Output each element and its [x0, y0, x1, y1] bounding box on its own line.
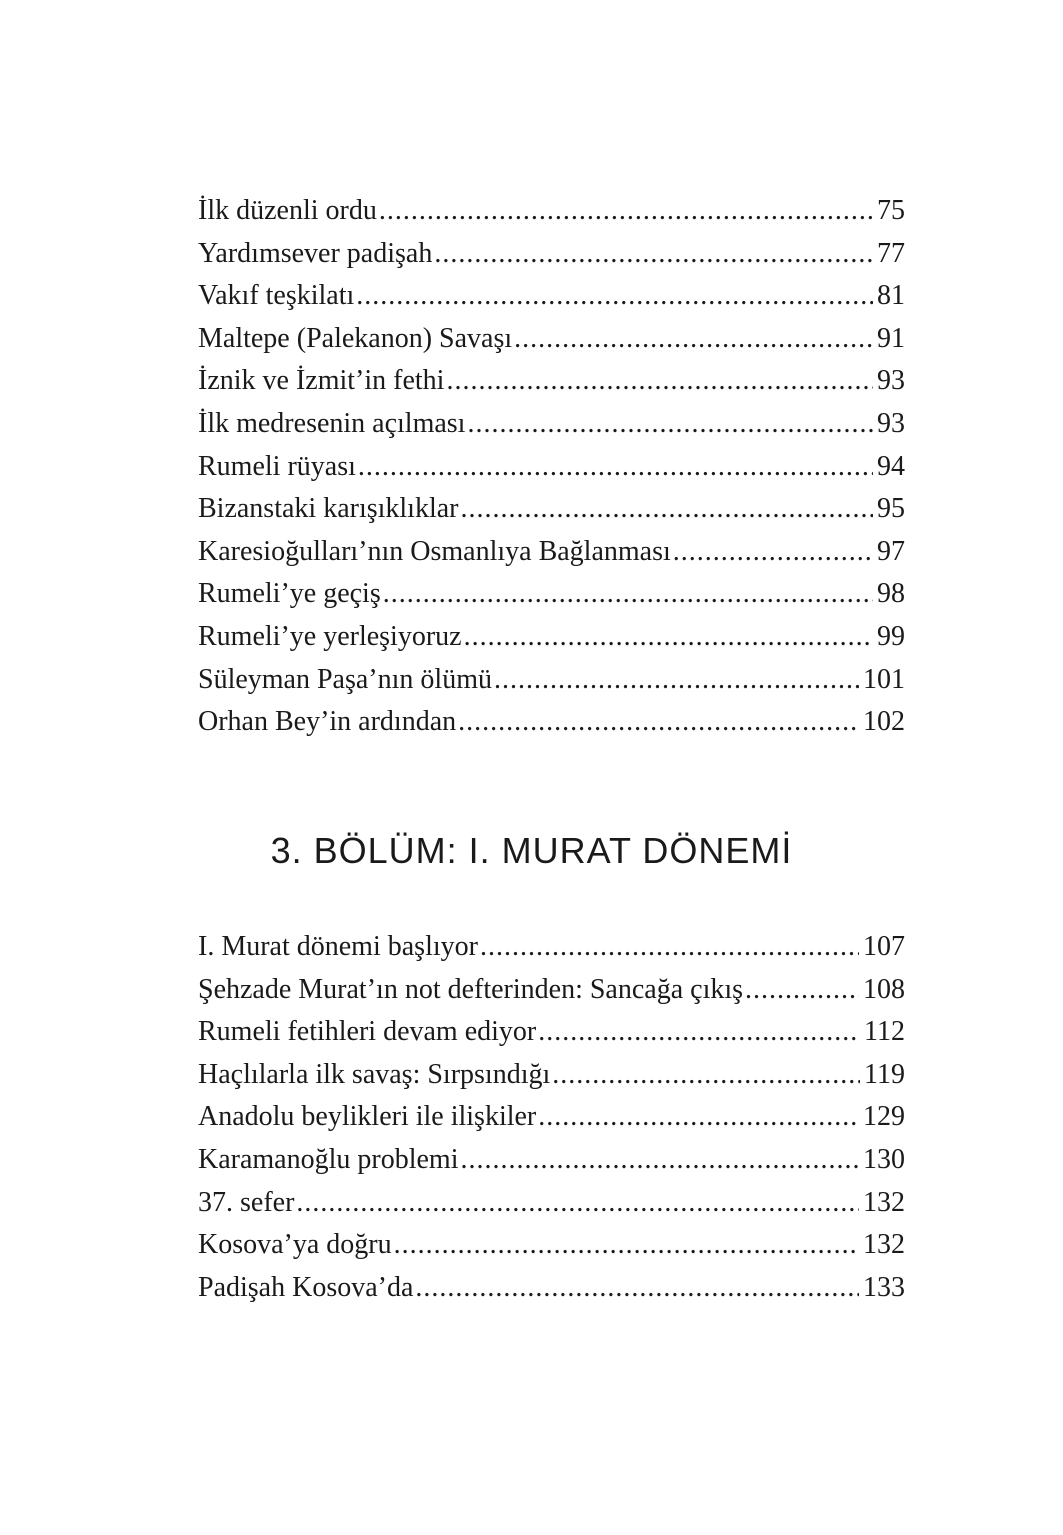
toc-entry	[198, 1011, 905, 1054]
toc-entry-page: 98	[877, 578, 905, 610]
toc-leader-dots	[356, 275, 873, 318]
toc-entry-title: Rumeli fetihleri devam ediyor	[198, 1016, 537, 1048]
toc-leader-dots	[358, 446, 873, 489]
toc-entry-title: İznik ve İzmit’in fethi	[198, 365, 445, 397]
toc-entry-page: 94	[877, 450, 905, 482]
toc-entry-title: 37. sefer	[198, 1186, 295, 1218]
toc-entry	[198, 1182, 905, 1225]
toc-entry-title: Karesioğulları’nın Osmanlıya Bağlanması	[198, 535, 671, 567]
toc-leader-dots	[464, 616, 873, 659]
toc-entry	[198, 488, 905, 531]
toc-leader-dots	[480, 926, 859, 969]
toc-entry-title: Süleyman Paşa’nın ölümü	[198, 663, 492, 695]
toc-leader-dots	[494, 659, 859, 702]
toc-entry-page: 132	[863, 1186, 905, 1218]
toc-leader-dots	[446, 360, 873, 403]
toc-entry	[198, 701, 905, 744]
toc-leader-dots	[514, 318, 873, 361]
toc-entry-title: I. Murat dönemi başlıyor	[198, 931, 478, 962]
toc-entry-page: 75	[877, 195, 905, 226]
toc-entry-page: 99	[877, 620, 905, 652]
toc-list-part-1	[198, 190, 905, 744]
toc-entry-page: 112	[864, 1016, 905, 1048]
toc-entry-page: 119	[864, 1058, 905, 1090]
toc-entry	[198, 233, 905, 276]
toc-entry	[198, 446, 905, 489]
toc-list-part-2	[198, 926, 905, 1309]
toc-entry-title: Rumeli rüyası	[198, 450, 356, 482]
toc-leader-dots	[467, 403, 873, 446]
toc-entry-title: Rumeli’ye yerleşiyoruz	[198, 620, 462, 652]
toc-entry-title: Orhan Bey’in ardından	[198, 706, 457, 738]
toc-entry	[198, 1139, 905, 1182]
toc-entry-title: Şehzade Murat’ın not defterinden: Sancağa çıkış	[198, 973, 744, 1005]
toc-leader-dots	[394, 1224, 859, 1267]
toc-entry-page: 132	[863, 1229, 905, 1261]
toc-entry-title: Maltepe (Palekanon) Savaşı	[198, 322, 513, 354]
toc-leader-dots	[460, 1139, 859, 1182]
toc-leader-dots	[461, 488, 874, 531]
toc-entry-page: 95	[877, 493, 905, 525]
toc-entry	[198, 360, 905, 403]
toc-entry	[198, 926, 905, 969]
toc-entry	[198, 531, 905, 574]
toc-entry-title: Anadolu beylikleri ile ilişkiler	[198, 1101, 537, 1133]
toc-leader-dots	[434, 233, 873, 276]
toc-entry	[198, 275, 905, 318]
toc-entry-page: 91	[877, 322, 905, 354]
toc-entry-page: 129	[863, 1101, 905, 1133]
toc-leader-dots	[415, 1267, 859, 1310]
toc-entry-title: Vakıf teşkilatı	[198, 280, 355, 312]
toc-entry-title: Kosova’ya doğru	[198, 1229, 392, 1261]
toc-entry	[198, 1096, 905, 1139]
toc-leader-dots	[379, 190, 873, 233]
toc-leader-dots	[552, 1054, 860, 1097]
toc-entry	[198, 1224, 905, 1267]
toc-entry-page: 130	[863, 1143, 905, 1175]
toc-entry-page: 77	[877, 237, 905, 269]
toc-entry	[198, 403, 905, 446]
toc-entry-title: Yardımsever padişah	[198, 237, 433, 269]
toc-entry-page: 93	[877, 407, 905, 439]
toc-entry	[198, 190, 905, 233]
toc-leader-dots	[383, 573, 873, 616]
toc-entry-title: İlk düzenli ordu	[198, 195, 377, 226]
toc-entry-page: 108	[863, 973, 905, 1005]
toc-entry-title: İlk medresenin açılması	[198, 407, 466, 439]
toc-leader-dots	[296, 1182, 859, 1225]
toc-entry-page: 101	[863, 663, 905, 695]
toc-entry	[198, 659, 905, 702]
toc-entry-title: Karamanoğlu problemi	[198, 1143, 459, 1175]
toc-leader-dots	[538, 1011, 860, 1054]
toc-entry-page: 102	[863, 706, 905, 738]
toc-entry-title: Padişah Kosova’da	[198, 1271, 414, 1303]
toc-leader-dots	[745, 969, 859, 1012]
toc-entry	[198, 1054, 905, 1097]
toc-leader-dots	[458, 701, 859, 744]
section-heading: 3. BÖLÜM: I. MURAT DÖNEMİ	[270, 830, 793, 871]
toc-entry-page: 97	[877, 535, 905, 567]
toc-entry-title: Haçlılarla ilk savaş: Sırpsındığı	[198, 1058, 551, 1090]
toc-entry	[198, 318, 905, 361]
toc-entry-title: Bizanstaki karışıklıklar	[198, 493, 459, 525]
toc-leader-dots	[538, 1096, 859, 1139]
toc-leader-dots	[673, 531, 873, 574]
toc-entry-title: Rumeli’ye geçiş	[198, 578, 381, 610]
toc-entry-page: 107	[863, 931, 905, 962]
toc-entry	[198, 969, 905, 1012]
toc-entry-page: 133	[863, 1271, 905, 1303]
toc-entry	[198, 616, 905, 659]
toc-entry-page: 93	[877, 365, 905, 397]
toc-entry	[198, 1267, 905, 1310]
toc-entry-page: 81	[877, 280, 905, 312]
toc-entry	[198, 573, 905, 616]
